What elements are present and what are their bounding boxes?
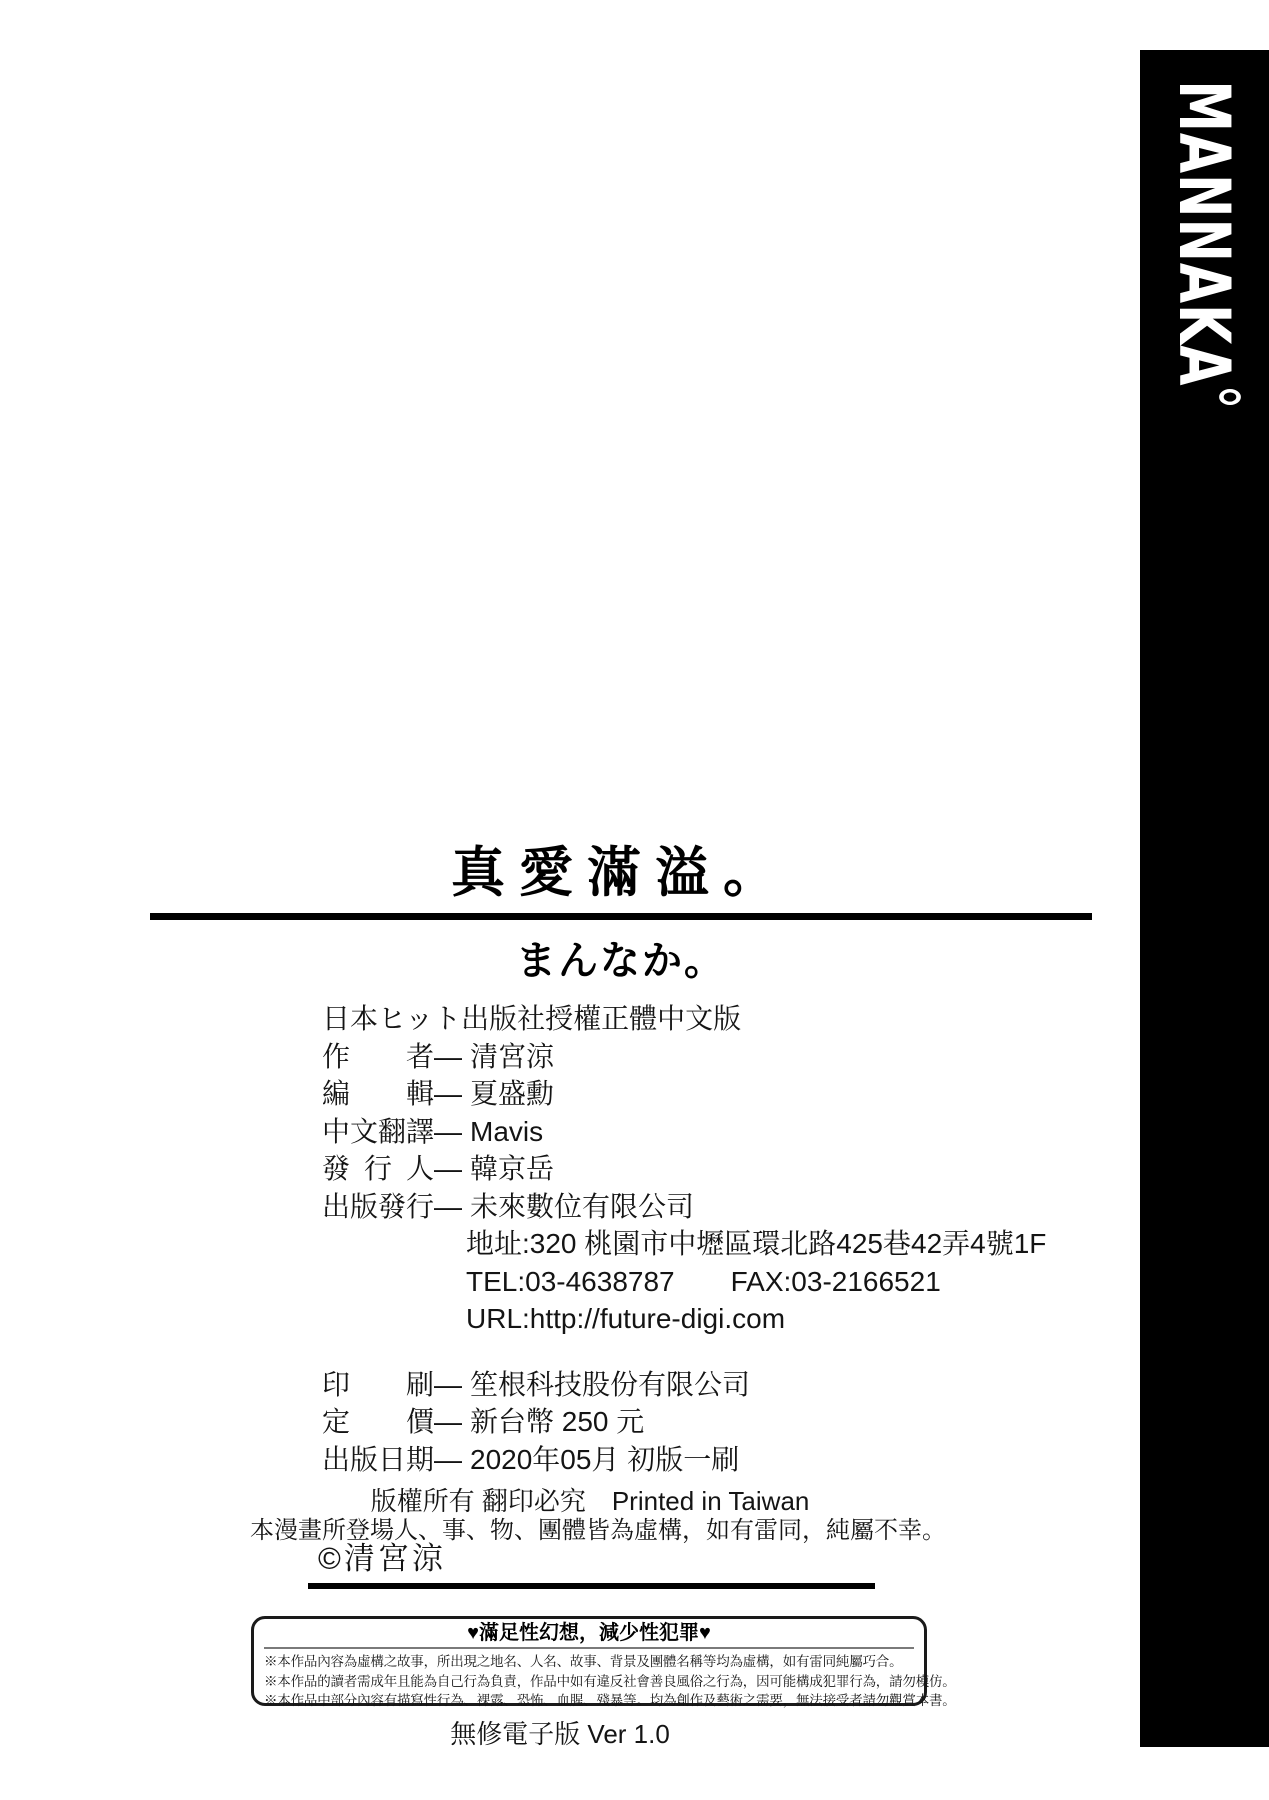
credit-label: 發行人 bbox=[322, 1153, 434, 1184]
credit-row-price bbox=[322, 1403, 1046, 1441]
credit-label: 中文翻譯 bbox=[322, 1115, 435, 1147]
warning-line: ※本作品內容為虛構之故事，所出現之地名、人名、故事、背景及團體名稱等均為虛構，如有雷同純屬巧合。 bbox=[264, 1654, 903, 1669]
content-warning-box bbox=[251, 1616, 956, 1708]
credit-dash: — bbox=[434, 1078, 462, 1109]
book-title: 真愛滿溢。 bbox=[451, 841, 791, 904]
credit-value: 笙根科技股份有限公司 bbox=[470, 1368, 751, 1400]
rights-line: 版權所有 翻印必究 Printed in Taiwan bbox=[370, 1486, 810, 1516]
spine-title: MANNAKA。 bbox=[1162, 80, 1247, 440]
publisher-address: 地址:320 桃園市中壢區環北路425巷42弄4號1F bbox=[466, 1228, 1047, 1259]
credit-row-publisher bbox=[322, 1188, 1046, 1226]
book-subtitle: まんなか。 bbox=[516, 939, 726, 983]
warning-line: ※本作品中部分內容有描寫性行為、裸露、恐怖、血腥、殘暴等。均為創作及藝術之需要，無法接受者請勿觀賞本書。 bbox=[264, 1693, 956, 1708]
credit-value: 清宮涼 bbox=[470, 1040, 555, 1072]
credit-label: 出版發行 bbox=[322, 1190, 435, 1222]
fiction-disclaimer-line: 本漫畫所登場人、事、物、團體皆為虛構，如有雷同，純屬不幸。 bbox=[250, 1517, 946, 1544]
warning-line: ※本作品的讀者需成年且能為自己行為負責，作品中如有違反社會善良風俗之行為，因可能構成犯罪行為，請勿模仿。 bbox=[264, 1673, 956, 1689]
credit-row-pubdate bbox=[322, 1441, 1046, 1479]
credit-label: 作者 bbox=[322, 1040, 434, 1072]
edition-version-line: 無修電子版 Ver 1.0 bbox=[450, 1719, 670, 1749]
publisher-details bbox=[466, 1225, 1046, 1338]
credit-label: 印刷 bbox=[322, 1368, 434, 1400]
title-block bbox=[150, 841, 1092, 986]
credit-dash: — bbox=[434, 1443, 462, 1475]
credit-label: 出版日期 bbox=[322, 1443, 435, 1475]
license-line: 日本ヒット出版社授權正體中文版 bbox=[322, 1003, 742, 1034]
credit-row-author bbox=[322, 1038, 1046, 1076]
copyright-signature: ©清宮涼 bbox=[318, 1541, 446, 1576]
credit-row-issuer bbox=[322, 1150, 1046, 1188]
credit-row-printer bbox=[322, 1366, 1046, 1404]
warning-box-header: ♥滿足性幻想，減少性犯罪♥ bbox=[467, 1622, 711, 1644]
bottom-rule bbox=[308, 1583, 875, 1589]
credit-label: 定價 bbox=[322, 1406, 434, 1437]
spine-bar bbox=[1140, 50, 1269, 1747]
credit-label: 編輯 bbox=[322, 1078, 434, 1109]
credit-dash: — bbox=[434, 1115, 462, 1147]
credit-row-editor bbox=[322, 1075, 1046, 1113]
legal-block bbox=[250, 1486, 946, 1544]
credit-dash: — bbox=[434, 1040, 462, 1072]
credit-dash: — bbox=[434, 1190, 462, 1222]
credit-value: Mavis bbox=[470, 1115, 544, 1147]
warning-box-separator bbox=[264, 1647, 914, 1649]
credit-dash: — bbox=[434, 1368, 462, 1400]
credit-value: 未來數位有限公司 bbox=[470, 1190, 695, 1222]
credit-dash: — bbox=[434, 1406, 462, 1437]
title-rule bbox=[150, 913, 1092, 920]
credit-dash: — bbox=[434, 1153, 462, 1184]
credit-value: 2020年05月 初版一刷 bbox=[470, 1443, 740, 1475]
publisher-tel-fax: TEL:03-4638787 FAX:03-2166521 bbox=[466, 1265, 941, 1297]
credits-block bbox=[322, 1000, 1046, 1478]
credit-value: 韓京岳 bbox=[470, 1153, 555, 1184]
publisher-url: URL:http://future-digi.com bbox=[466, 1303, 786, 1334]
credit-row-translator bbox=[322, 1113, 1046, 1151]
credit-value: 夏盛勳 bbox=[470, 1078, 555, 1109]
credit-value: 新台幣 250 元 bbox=[470, 1406, 645, 1437]
